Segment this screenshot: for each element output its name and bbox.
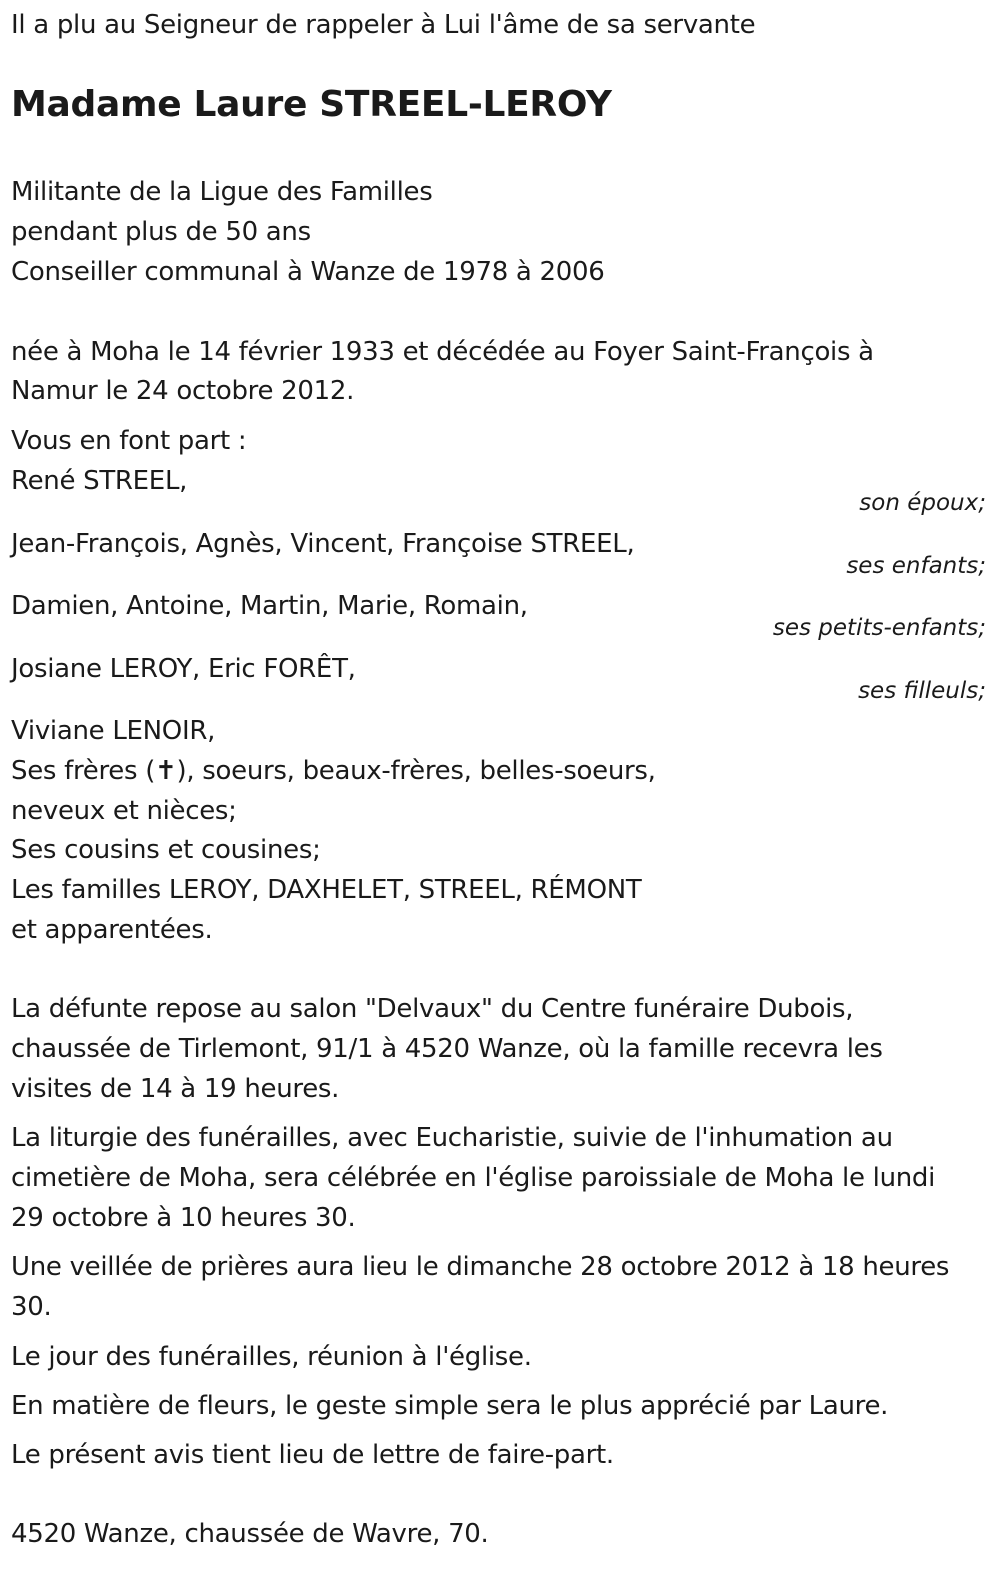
family-names: Josiane LEROY, Eric FORÊT,: [11, 654, 356, 684]
visitation-line: La défunte repose au salon "Delvaux" du Centre funéraire Dubois,: [11, 994, 854, 1024]
family-relation: ses enfants;: [846, 553, 986, 579]
birth-death-line: Namur le 24 octobre 2012.: [11, 376, 355, 406]
deceased-name: Madame Laure STREEL-LEROY: [11, 84, 612, 125]
vigil-line: Une veillée de prières aura lieu le dimanche 28 octobre 2012 à 18 heures: [11, 1252, 950, 1282]
other-family-line: Ses cousins et cousines;: [11, 835, 321, 865]
liturgy-line: cimetière de Moha, sera célébrée en l'église paroissiale de Moha le lundi: [11, 1163, 936, 1193]
family-names: Jean-François, Agnès, Vincent, Françoise STREEL,: [11, 529, 635, 559]
visitation-line: chaussée de Tirlemont, 91/1 à 4520 Wanze, où la famille recevra les: [11, 1034, 883, 1064]
family-relation: ses petits-enfants;: [772, 615, 986, 641]
family-relation: son époux;: [859, 490, 986, 516]
other-family-line: Viviane LENOIR,: [11, 716, 216, 746]
bio-line: Militante de la Ligue des Familles: [11, 177, 433, 207]
address-text: 4520 Wanze, chaussée de Wavre, 70.: [11, 1519, 489, 1549]
other-family-line: et apparentées.: [11, 915, 213, 945]
notice-text: Le présent avis tient lieu de lettre de faire-part.: [11, 1440, 614, 1470]
intro-text: Il a plu au Seigneur de rappeler à Lui l'âme de sa servante: [11, 10, 756, 40]
bio-line: pendant plus de 50 ans: [11, 217, 311, 247]
liturgy-line: 29 octobre à 10 heures 30.: [11, 1203, 356, 1233]
family-names: Damien, Antoine, Martin, Marie, Romain,: [11, 591, 528, 621]
visitation-line: visites de 14 à 19 heures.: [11, 1074, 340, 1104]
flowers-text: En matière de fleurs, le geste simple sera le plus apprécié par Laure.: [11, 1391, 889, 1421]
liturgy-line: La liturgie des funérailles, avec Eucharistie, suivie de l'inhumation au: [11, 1123, 893, 1153]
other-family-line: Les familles LEROY, DAXHELET, STREEL, RÉMONT: [11, 875, 642, 905]
announce-text: Vous en font part :: [11, 426, 247, 456]
other-family-line: Ses frères (✝), soeurs, beaux-frères, belles-soeurs,: [11, 756, 656, 786]
meeting-text: Le jour des funérailles, réunion à l'église.: [11, 1342, 532, 1372]
family-names: René STREEL,: [11, 466, 188, 496]
vigil-line: 30.: [11, 1292, 52, 1322]
other-family-line: neveux et nièces;: [11, 796, 237, 826]
family-relation: ses filleuls;: [858, 678, 986, 704]
bio-line: Conseiller communal à Wanze de 1978 à 2006: [11, 257, 605, 287]
birth-death-line: née à Moha le 14 février 1933 et décédée au Foyer Saint-François à: [11, 337, 874, 367]
